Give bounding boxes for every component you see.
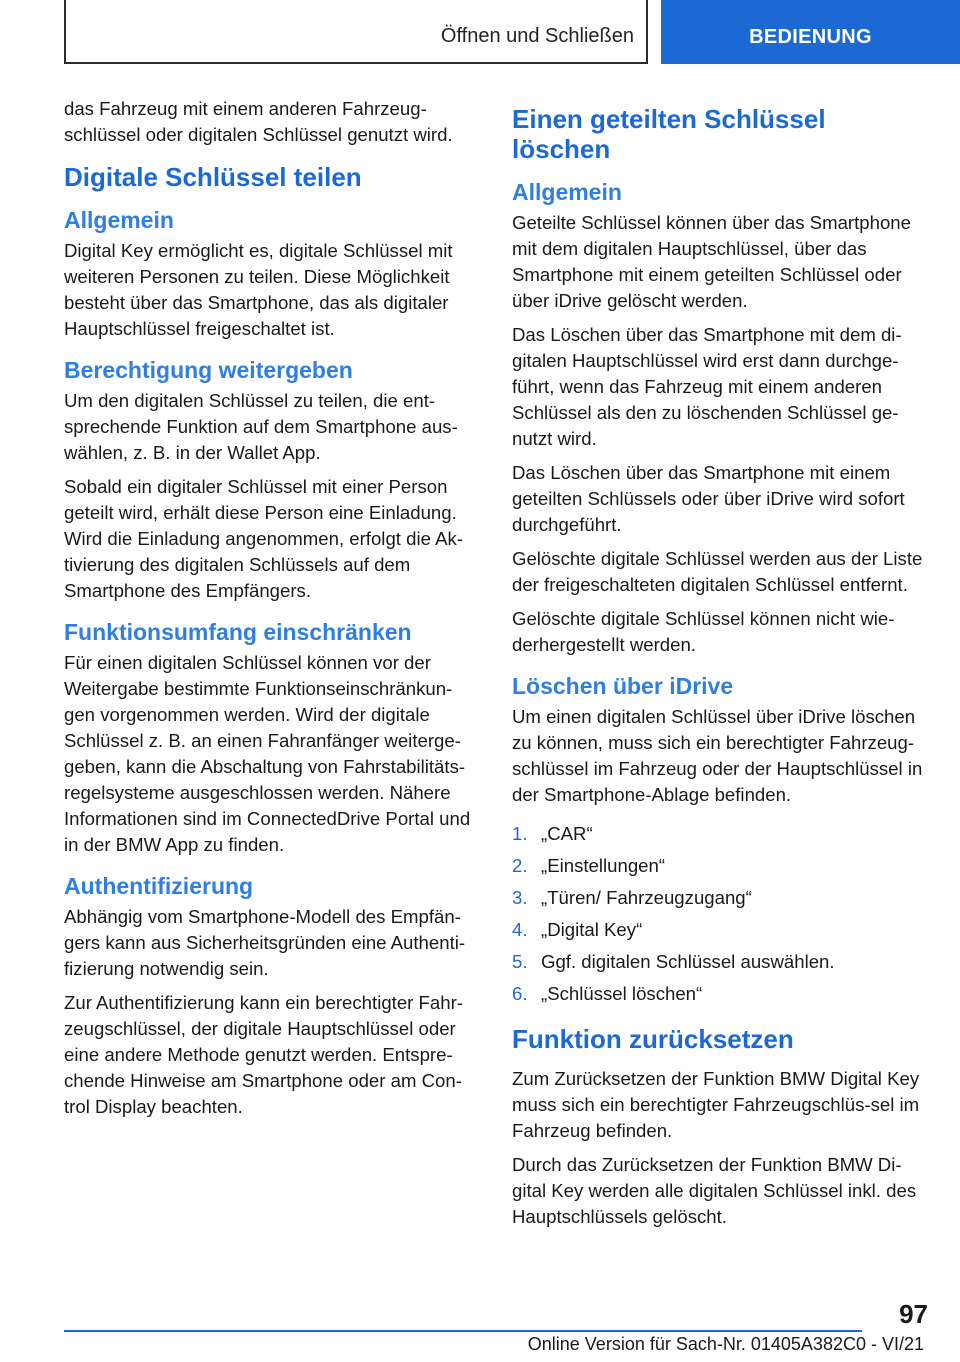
footer-divider [64,1330,862,1332]
step-number: 2. [512,855,528,876]
chapter-tab: BEDIENUNG [661,0,960,64]
footer-version-text: Online Version für Sach-Nr. 01405A382C0 - VI/21 [527,1334,924,1354]
paragraph-permission-1: Um den digitalen Schlüssel zu teilen, die ent-sprechende Funktion auf dem Smartphone aus-wählen, z. B. in der Wallet App. [64,390,458,463]
paragraph-auth-2: Zur Authentifizierung kann ein berechtigter Fahr-zeugschlüssel, der digitale Hauptschlüssel oder eine andere Methode genutzt werden. Entspre-chende Hinweise am Smartphone oder am Con-trol Display beachten. [64,992,463,1117]
heading-restrict: Funktionsumfang einschränken [64,619,412,645]
section-title: Öffnen und Schließen [64,0,648,64]
step-text: Ggf. digitalen Schlüssel auswählen. [541,951,835,972]
paragraph-general-right-4: Gelöschte digitale Schlüssel werden aus der Liste der freigeschalteten digitalen Schlüssel entfernt. [512,548,923,595]
list-item [512,850,926,882]
page-number: 97 [899,1299,928,1329]
step-number: 3. [512,887,528,908]
paragraph-restrict: Für einen digitalen Schlüssel können vor der Weitergabe bestimmte Funktionseinschränkun-gen vorgenommen werden. Wird der digitale Schlüssel z. B. an einen Fahranfänger weiterge-geben, kann die Abschaltung von Fahrstabilitäts-regelsysteme ausgeschlossen werden. Nähere Informationen sind im ConnectedDrive Portal und in der BMW App zu finden. [64,652,471,855]
right-column [512,96,926,1238]
step-text: „CAR“ [541,823,593,844]
left-column [64,96,477,1128]
list-item [512,978,926,1010]
step-number: 6. [512,983,528,1004]
paragraph-reset-1: Zum Zurücksetzen der Funktion BMW Digital Key muss sich ein berechtigter Fahrzeugschlüs-sel im Fahrzeug befinden. [512,1068,920,1141]
list-item [512,882,926,914]
paragraph-reset-2: Durch das Zurücksetzen der Funktion BMW Di-gital Key werden alle digitalen Schlüssel inkl. des Hauptschlüssels gelöscht. [512,1154,917,1227]
paragraph-auth-1: Abhängig vom Smartphone-Modell des Empfän-gers kann aus Sicherheitsgründen eine Authenti-fizierung notwendig sein. [64,906,466,979]
heading-general: Allgemein [64,207,174,233]
steps-list [512,818,926,1010]
heading-authentication: Authentifizierung [64,873,254,899]
heading-general-right: Allgemein [512,179,622,205]
heading-delete-idrive: Löschen über iDrive [512,673,734,699]
step-text: „Türen/ Fahrzeugzugang“ [541,887,752,908]
heading-reset-function: Funktion zurücksetzen [512,1024,794,1054]
paragraph-general-right-5: Gelöschte digitale Schlüssel können nicht wie-derhergestellt werden. [512,608,895,655]
paragraph-general-right-3: Das Löschen über das Smartphone mit einem geteilten Schlüssels oder über iDrive wird sofort durchgeführt. [512,462,905,535]
paragraph-general: Digital Key ermöglicht es, digitale Schlüssel mit weiteren Personen zu teilen. Diese Möglichkeit besteht über das Smartphone, das als digitaler Hauptschlüssel freigeschaltet ist. [64,240,453,339]
paragraph-general-right-1: Geteilte Schlüssel können über das Smartphone mit dem digitalen Hauptschlüssel, über das Smartphone mit einem geteilten Schlüssel oder über iDrive gelöscht werden. [512,212,911,311]
list-item [512,946,926,978]
heading-delete-shared-key: Einen geteilten Schlüssel löschen [512,104,826,164]
paragraph-idrive: Um einen digitalen Schlüssel über iDrive löschen zu können, muss sich ein berechtigter Fahrzeug-schlüssel im Fahrzeug oder der Hauptschlüssel in der Smartphone-Ablage befinden. [512,706,923,805]
paragraph-permission-2: Sobald ein digitaler Schlüssel mit einer Person geteilt wird, erhält diese Person eine Einladung. Wird die Einladung angenommen, erfolgt die Ak-tivierung des digitalen Schlüssels auf dem Smartphone des Empfängers. [64,476,463,601]
heading-permission: Berechtigung weitergeben [64,357,353,383]
step-text: „Schlüssel löschen“ [541,983,703,1004]
list-item [512,818,926,850]
step-number: 4. [512,919,528,940]
list-item [512,914,926,946]
intro-paragraph: das Fahrzeug mit einem anderen Fahrzeug-schlüssel oder digitalen Schlüssel genutzt wird. [64,98,453,145]
page-header [0,0,960,66]
step-number: 1. [512,823,528,844]
step-text: „Einstellungen“ [541,855,666,876]
step-number: 5. [512,951,528,972]
paragraph-general-right-2: Das Löschen über das Smartphone mit dem di-gitalen Hauptschlüssel wird erst dann durchge-führt, wenn das Fahrzeug mit einem anderen Schlüssel als den zu löschenden Schlüssel ge-nutzt wird. [512,324,902,449]
heading-share-keys: Digitale Schlüssel teilen [64,162,362,192]
step-text: „Digital Key“ [541,919,643,940]
